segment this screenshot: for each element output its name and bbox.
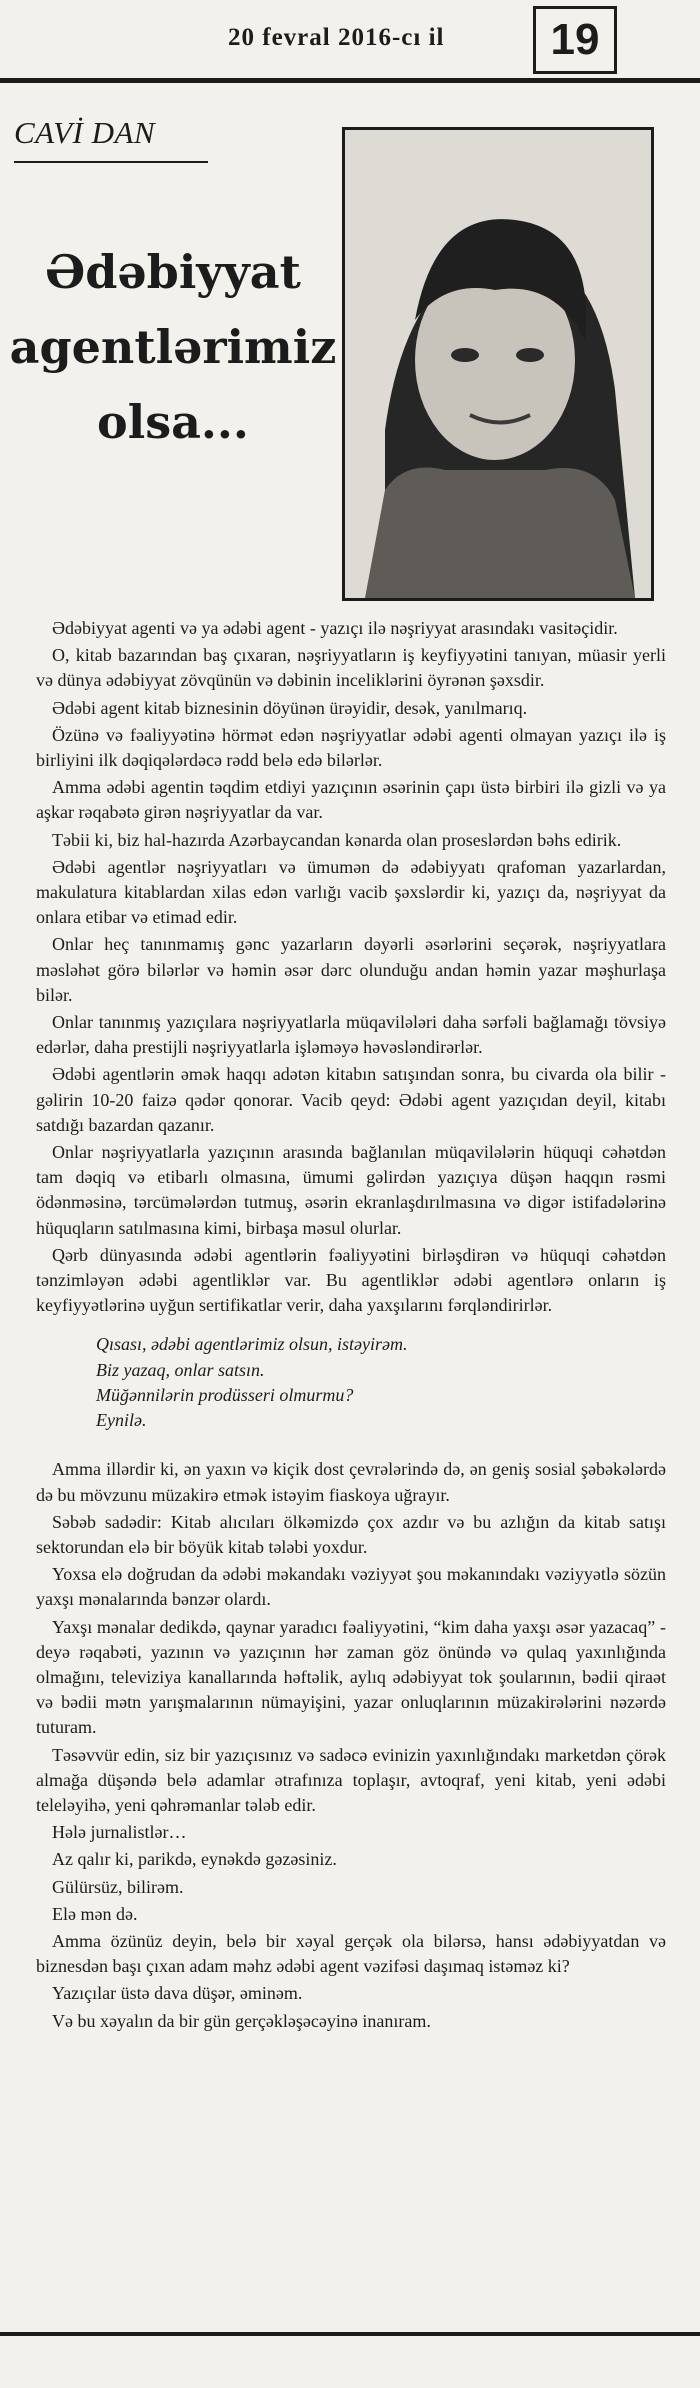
page-header [0,0,700,80]
paragraph: Onlar tanınmış yazıçılara nəşriyyatlarla müqavilələri daha sərfəli bağlamağı tövsiyə edərlər, daha prestijli nəşriyyatlarla işləməyə həvəsləndirərlər. [36,1012,666,1058]
paragraph: Səbəb sadədir: Kitab alıcıları ölkəmizdə çox azdır və bu azlığın da kitab satışı sektorundan elə bir böyük kitab tələbi yoxdur. [36,1511,666,1557]
paragraph: Hələ jurnalistlər… [52,1822,187,1843]
paragraph: Ədəbi agentlərin əmək haqqı adətən kitabın satışından sonra, bu civarda ola bilir - gəlirin 10-20 faizə qədər qonorar. Vacib qeyd: Ədəbi agent yazıçıdan deyil, kitabı satdığı bazardan qazanır. [36,1064,666,1135]
header-rule [0,78,700,83]
paragraph: Az qalır ki, parikdə, eynəkdə gəzəsiniz. [52,1849,337,1870]
headline-line: Ədəbiyyat [45,245,301,299]
paragraph: Ədəbi agentlər nəşriyyatları və ümumən də ədəbiyyatı qrafoman yazarlardan, makulatura kitablardan xilas edən varlığı vacib şəxslərdir ki, yazıçı da, nəşriyyat da onlara etibar və etimad edir. [36,856,666,928]
section-rule [14,161,208,163]
article-body [36,616,666,2036]
paragraph: Təbii ki, biz hal-hazırda Azərbaycandan kənarda olan proseslərdən bəhs edirik. [52,829,622,850]
paragraph: Qərb dünyasında ədəbi agentlərin fəaliyyətini birləşdirən və hüquqi cəhətdən tənzimləyən ədəbi agentliklər var. Bu agentliklər ədəbi agentlərə onların iş keyfiyyətlərinə uyğun sertifikatlar verir, daha yaxşılarını fərqləndirirlər. [36,1244,666,1316]
headline [8,235,338,460]
headline-line: agentlərimiz [9,320,337,374]
quote-line: Biz yazaq, onlar satsın. [96,1359,265,1380]
paragraph: Elə mən də. [52,1903,138,1924]
paragraph: Ədəbi agent kitab biznesinin döyünən ürəyidir, desək, yanılmarıq. [52,697,528,718]
section-title: CAVİ DAN [14,115,156,150]
paragraph: Təsəvvür edin, siz bir yazıçısınız və sadəcə evinizin yaxınlığındakı marketdən çörək almağa düşəndə belə adamlar ətrafınıza toplaşır, avtoqraf, yeni kitab, yeni ədəbi teleləyihə, yeni qəhrəmanlar tələb edir. [36,1744,666,1815]
quote-block [96,1332,666,1433]
paragraph: Onlar heç tanınmamış gənc yazarların dəyərli əsərlərini seçərək, nəşriyyatlara məsləhət görə bilərlər və həmin əsər dərc olunduğu andan həmin yazar məşhurlaşa bilər. [36,934,666,1005]
paragraph: O, kitab bazarından baş çıxaran, nəşriyyatların iş keyfiyyətini tanıyan, müasir yerli və dünya ədəbiyyat zövqünün və dəbinin inceliklərini öyrənən şəxsdir. [36,645,666,691]
issue-date: 20 fevral 2016-cı il [228,24,445,51]
paragraph: Amma illərdir ki, ən yaxın və kiçik dost çevrələrində də, ən geniş sosial şəbəkələrdə də bu mövzunu müzakirə etmək istəyim fiaskoya uğrayır. [36,1459,666,1505]
paragraph: Və bu xəyalın da bir gün gerçəkləşəcəyinə inanıram. [52,2010,431,2031]
paragraph: Onlar nəşriyyatlarla yazıçının arasında bağlanılan müqavilələrin hüquqi cəhətdən tam dəqiq və etibarlı olmasına, ümumi gəlirdən yazıçıya düşən haqqın rəsmi ödənməsinə, tərcümələrdən tutmuş, əsərin ekranlaşdırılmasına və digər istifadələrinə hüquqların satılmasına kimi, birbaşa məsul olurlar. [36,1142,666,1238]
page-number: 19 [533,6,617,74]
paragraph: Yazıçılar üstə dava düşər, əminəm. [52,1983,303,2004]
footer-rule [0,2332,700,2336]
quote-line: Qısası, ədəbi agentlərimiz olsun, istəyirəm. [96,1334,408,1355]
paragraph: Ədəbiyyat agenti və ya ədəbi agent - yazıçı ilə nəşriyyat arasındakı vasitəçidir. [52,618,618,638]
quote-line: Müğənnilərin prodüsseri olmurmu? [96,1384,354,1405]
paragraph: Amma ədəbi agentin təqdim etdiyi yazıçının əsərinin çapı üstə birbiri ilə gizli və ya aşkar rəqabətə girən nəşriyyatlar da var. [36,777,666,823]
paragraph: Yoxsa elə doğrudan da ədəbi məkandakı vəziyyət şou məkanındakı vəziyyətlə sözün yaxşı mənalarında bənzər olardı. [36,1564,666,1610]
portrait-image [345,130,651,598]
paragraph: Amma özünüz deyin, belə bir xəyal gerçək ola bilərsə, hansı ədəbiyyatdan və biznesdən başı çıxan adam məhz ədəbi agent vəzifəsi daşımaq istəməz ki? [36,1930,666,1977]
paragraph: Özünə və fəaliyyətinə hörmət edən nəşriyyatlar ədəbi agenti olmayan yazıçı ilə iş birliyini ilk dəqiqələrdəcə rədd belə edə bilərlər. [36,724,666,771]
author-photo [342,127,654,601]
paragraph: Gülürsüz, bilirəm. [52,1876,184,1897]
headline-line: olsa... [97,395,249,449]
paragraph: Yaxşı mənalar dedikdə, qaynar yaradıcı fəaliyyətini, “kim daha yaxşı əsər yazacaq” - deyə rəqabəti, yazının və yazıçının hər zaman göz önündə və qulaq yaxınlığında olmağını, televiziya kanallarında həftəlik, aylıq ədəbiyyat tok şoularının, bədii qiraət və bədii mətn yarışmalarının nümayişini, yazar onluqlarının müzakirələrini nəzərdə tuturam. [36,1616,666,1738]
quote-line: Eynilə. [96,1410,147,1431]
